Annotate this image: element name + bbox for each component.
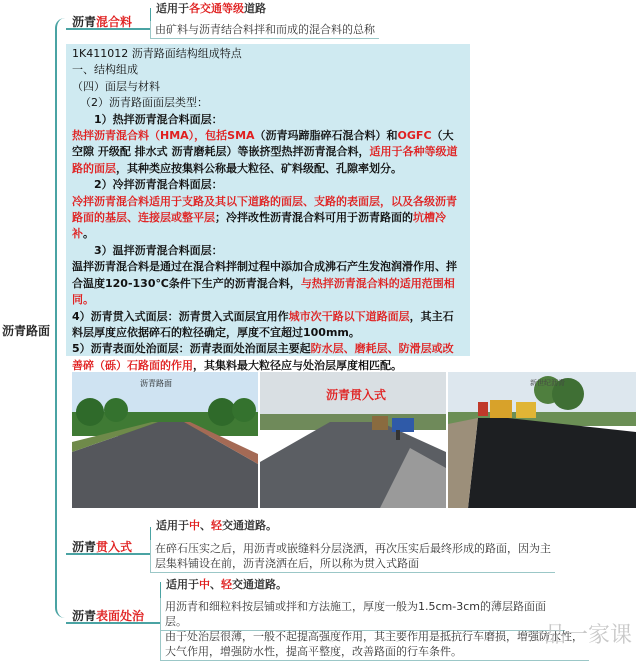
structure-content: [66, 44, 470, 372]
hot-paragraph: 热拌沥青混合料（HMA），包括SMA（沥青玛蹄脂碎石混合料）和OGFC（大空隙 开级配 排水式 沥青磨耗层）等嵌挤型热拌沥青混合料，适用于各种等级道路的面层，其种类应按集料公称最大粒径、矿料级配、孔隙率划分。: [72, 129, 458, 175]
hot-title: 1）热拌沥青混合料面层：: [94, 112, 223, 126]
photo2-caption: 沥青贯入式: [326, 388, 387, 402]
mix-suitable: 适用于各交通等级道路: [156, 2, 266, 15]
heading-l1: 一、结构组成: [72, 63, 138, 77]
photo1-caption: 沥青路面: [140, 379, 172, 388]
mix-definition: 由矿料与沥青结合料拌和而成的混合料的总称: [150, 21, 379, 39]
pen-suitable: 适用于中、轻交通道路。: [156, 519, 277, 532]
cold-paragraph: 冷拌沥青混合料适用于支路及其以下道路的面层、支路的表面层，以及各级沥青路面的基层、连接层或整平层；冷拌改性沥青混合料可用于沥青路面的坑槽冷补。: [72, 194, 457, 241]
mix-label-a: 沥青: [72, 15, 97, 29]
section-heading: 1K411012 沥青路面结构组成特点: [72, 47, 242, 60]
warm-title: 3）温拌沥青混合料面层：: [94, 243, 223, 257]
pen-definition: 在碎石压实之后，用沥青或嵌缝料分层浇洒，再次压实后最终形成的路面，因为主层集料铺设在前，沥青浇洒在后，所以称为贯入式路面: [150, 540, 555, 573]
surf-label-a: 沥青: [72, 609, 97, 623]
surf-label-b: 表面处治: [96, 609, 145, 623]
surf-definition-2: 由于处治层很薄，一般不起提高强度作用，其主要作用是抵抗行车磨损，增强防水性，大气作用，增强防水性，提高平整度，改善路面的行车条件。: [160, 628, 589, 661]
photo3-caption: 新世纪沥青: [530, 379, 565, 387]
photo-paving-roller: [448, 372, 636, 508]
pen-label-b: 贯入式: [96, 540, 133, 554]
surf-suitable: 适用于中、轻交通道路。: [166, 578, 287, 591]
surface-treatment-node[interactable]: [72, 607, 144, 624]
cold-title: 2）冷拌沥青混合料面层：: [94, 178, 223, 192]
watermark: 一品一家课: [521, 623, 632, 648]
photo-penetration-macadam: [260, 372, 446, 508]
mix-label-b: 混合料: [96, 15, 133, 29]
warm-paragraph: 温拌沥青混合料是通过在混合料拌制过程中添加合成沸石产生发泡润滑作用、拌合温度120-130℃条件下生产的沥青混合料，与热拌沥青混合料的适用范围相同。: [72, 260, 457, 307]
pen-label-a: 沥青: [72, 540, 97, 554]
photo-asphalt-road: [72, 372, 258, 508]
pen-paragraph: 4）沥青贯入式面层：沥青贯入式面层宜用作城市次干路以下道路面层，其主石料层厚度应依据碎石的粒径确定，厚度不宜超过100mm。: [72, 309, 454, 339]
root-label-a: 沥青: [2, 324, 27, 338]
heading-l3: （2）沥青路面面层类型：: [80, 96, 208, 110]
penetration-node[interactable]: [72, 538, 132, 555]
root-node[interactable]: [2, 322, 50, 339]
root-label-b: 路面: [26, 324, 51, 338]
heading-l2: （四）面层与材料: [72, 79, 160, 93]
surf-definition-1: 用沥青和细粒料按层铺或拌和方法施工，厚度一般为1.5cm-3cm的薄层路面面层。: [160, 598, 565, 631]
mix-node[interactable]: [72, 13, 132, 30]
surf-paragraph: 5）沥青表面处治面层：沥青表面处治面层主要起防水层、磨耗层、防滑层或改善碎（砾）石路面的作用，其集料最大粒径应与处治层厚度相匹配。: [72, 342, 454, 372]
